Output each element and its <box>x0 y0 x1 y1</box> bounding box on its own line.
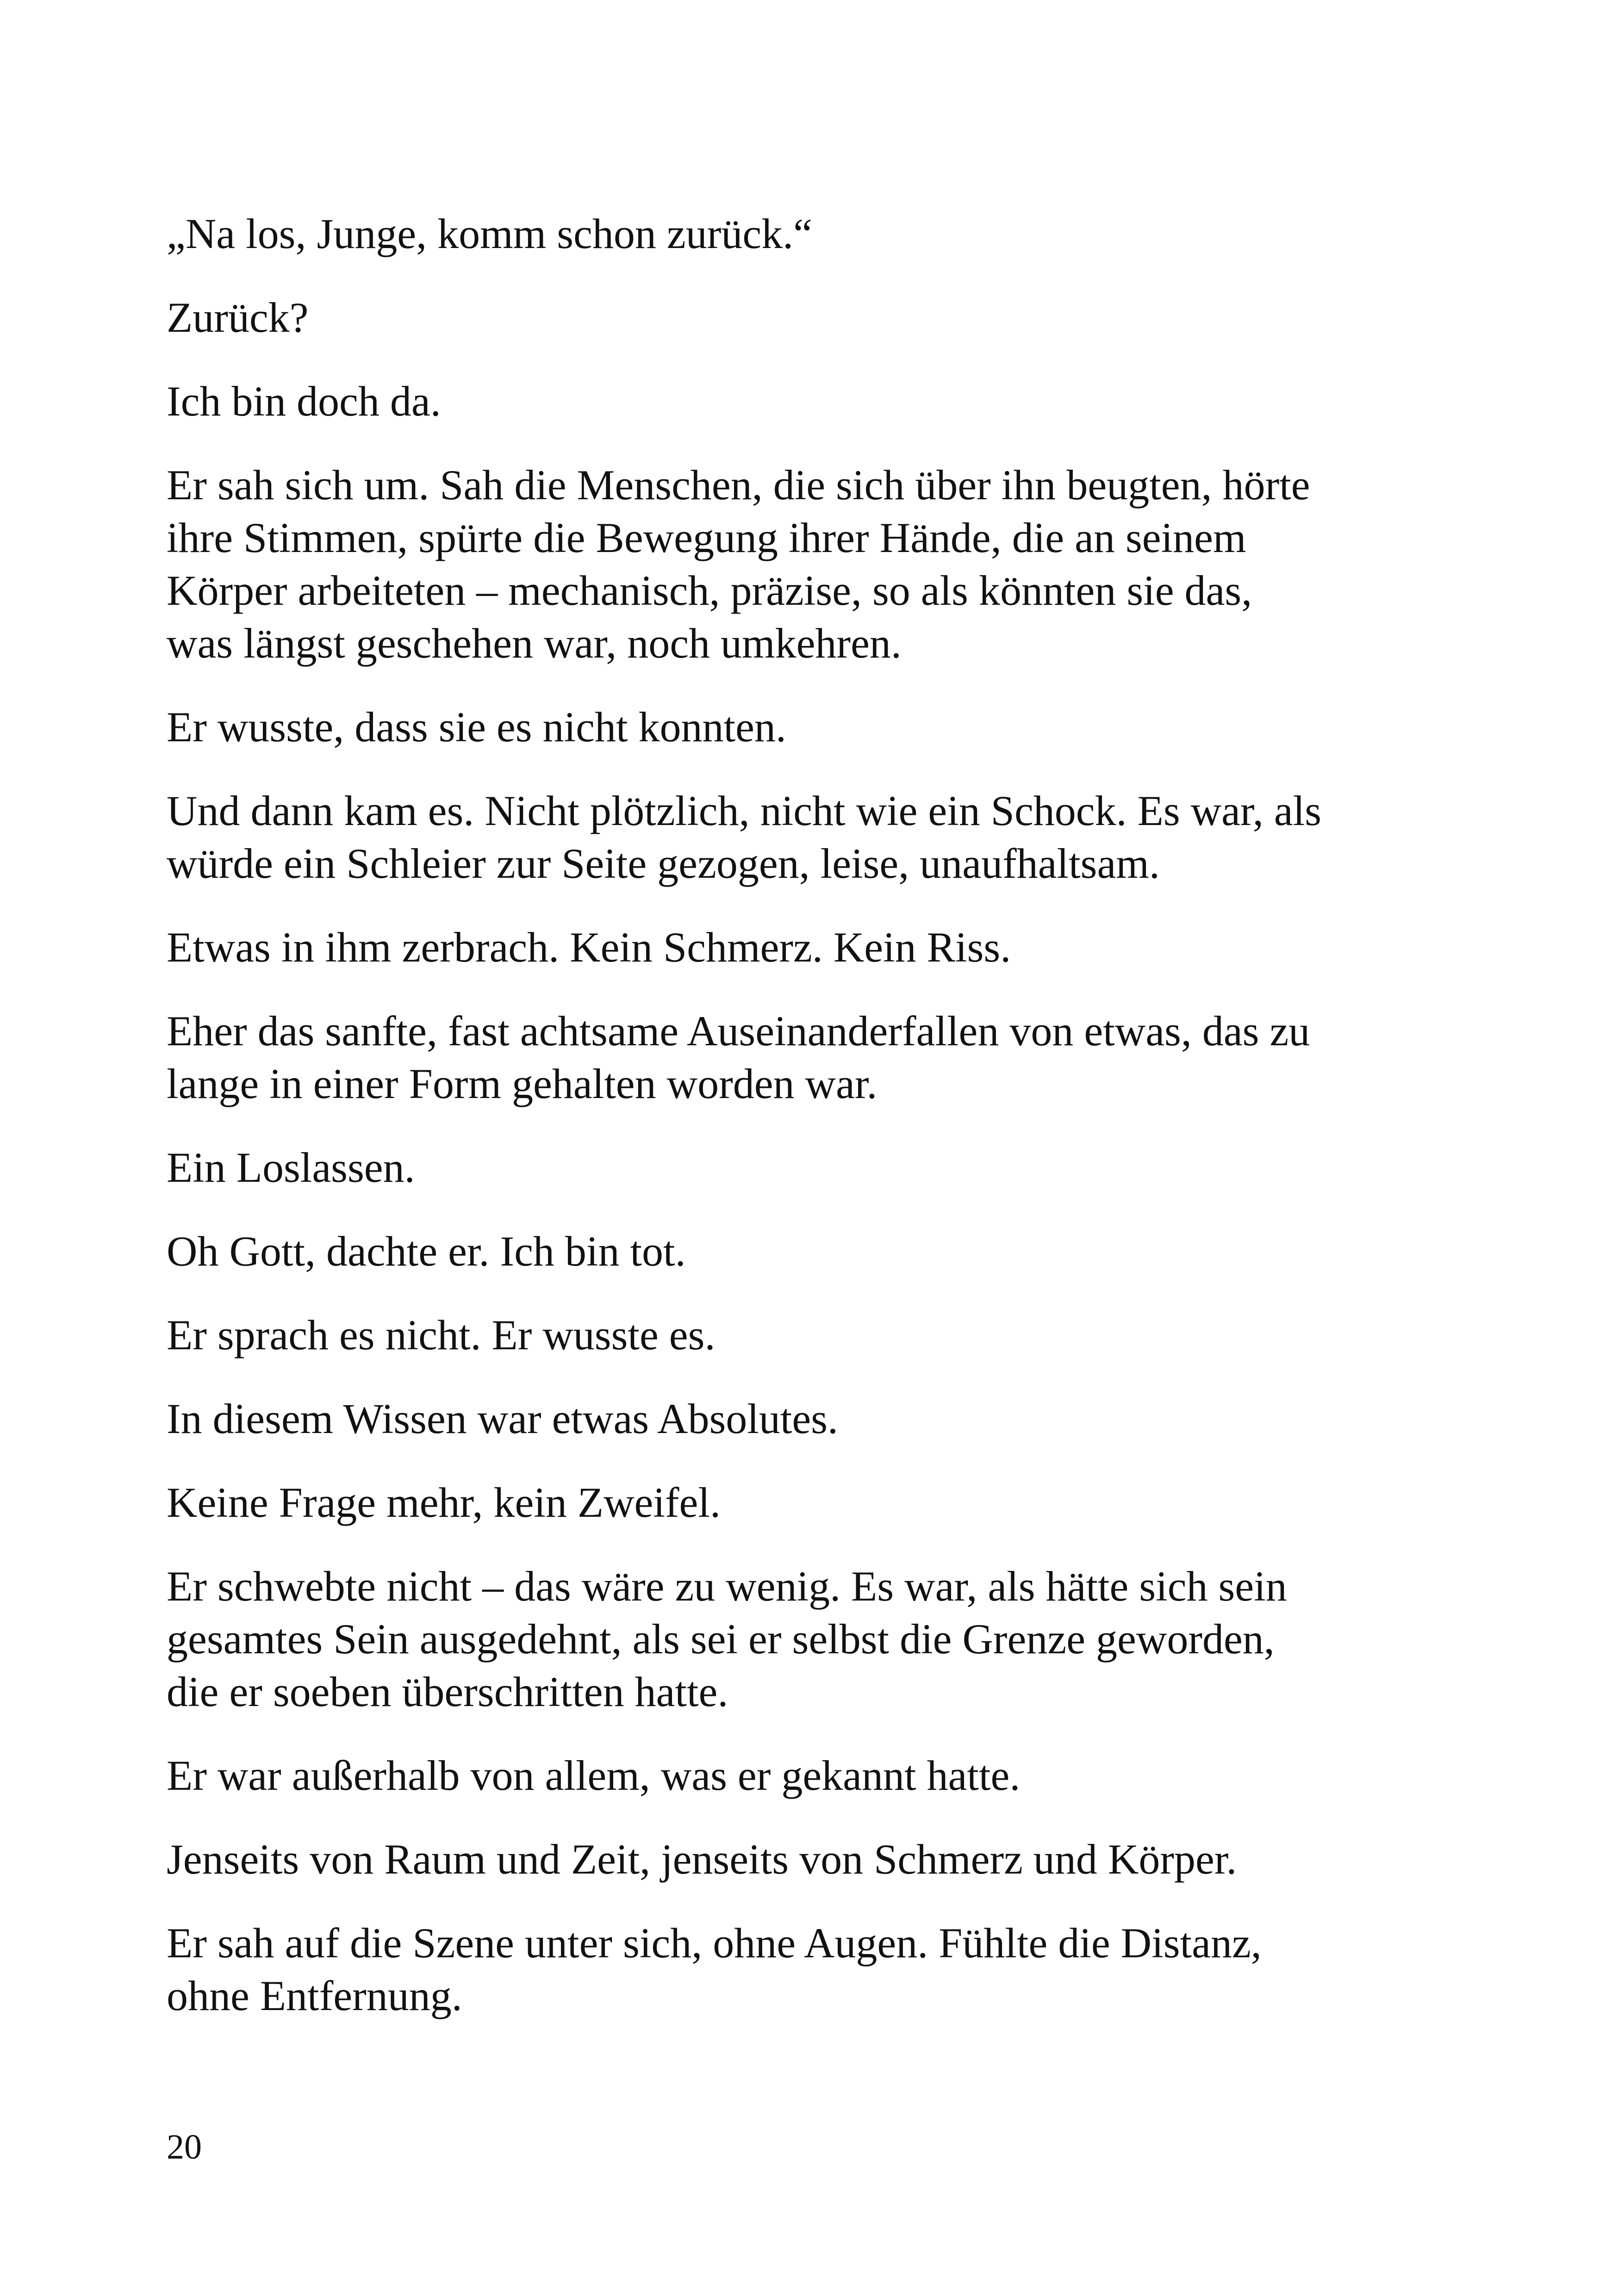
text-line: Er schwebte nicht – das wäre zu wenig. Es war, als hätte sich sein <box>167 1563 1287 1610</box>
text-line: Körper arbeiteten – mechanisch, präzise, so als könnten sie das, <box>167 567 1252 614</box>
text-line: gesamtes Sein ausgedehnt, als sei er selbst die Grenze geworden, <box>167 1615 1275 1663</box>
page-number: 20 <box>167 2128 202 2166</box>
paragraph <box>167 1392 1462 1445</box>
paragraph <box>167 1005 1462 1110</box>
paragraph <box>167 291 1462 344</box>
text-line: Er sah sich um. Sah die Menschen, die sich über ihn beugten, hörte <box>167 461 1310 509</box>
paragraph <box>167 1476 1462 1529</box>
paragraph <box>167 921 1462 974</box>
text-line: Eher das sanfte, fast achtsame Auseinanderfallen von etwas, das zu <box>167 1007 1310 1055</box>
text-line: Er war außerhalb von allem, was er gekannt hatte. <box>167 1752 1021 1799</box>
text-line: würde ein Schleier zur Seite gezogen, leise, unaufhaltsam. <box>167 840 1160 887</box>
paragraph <box>167 375 1462 428</box>
text-line: Zurück? <box>167 294 309 341</box>
text-line: In diesem Wissen war etwas Absolutes. <box>167 1395 839 1442</box>
text-line: Jenseits von Raum und Zeit, jenseits von Schmerz und Körper. <box>167 1836 1237 1883</box>
paragraph <box>167 701 1462 753</box>
text-line: Oh Gott, dachte er. Ich bin tot. <box>167 1228 686 1275</box>
text-line: Er wusste, dass sie es nicht konnten. <box>167 703 786 751</box>
text-line: lange in einer Form gehalten worden war. <box>167 1060 877 1107</box>
text-line: „Na los, Junge, komm schon zurück.“ <box>167 210 813 257</box>
text-line: Ein Loslassen. <box>167 1144 415 1191</box>
paragraph <box>167 1141 1462 1194</box>
paragraph <box>167 1560 1462 1718</box>
paragraph <box>167 1309 1462 1361</box>
text-line: Ich bin doch da. <box>167 378 441 425</box>
paragraph <box>167 1917 1462 2022</box>
text-line: die er soeben überschritten hatte. <box>167 1668 728 1715</box>
text-line: ohne Entfernung. <box>167 1972 462 2019</box>
text-line: Keine Frage mehr, kein Zweifel. <box>167 1479 721 1526</box>
text-line: Und dann kam es. Nicht plötzlich, nicht wie ein Schock. Es war, als <box>167 787 1322 834</box>
text-line: Er sah auf die Szene unter sich, ohne Augen. Fühlte die Distanz, <box>167 1919 1262 1967</box>
text-line: was längst geschehen war, noch umkehren. <box>167 620 902 667</box>
body-text <box>167 207 1462 2053</box>
text-line: ihre Stimmen, spürte die Bewegung ihrer Hände, die an seinem <box>167 514 1246 561</box>
text-line: Etwas in ihm zerbrach. Kein Schmerz. Kein Riss. <box>167 924 1011 971</box>
paragraph <box>167 459 1462 670</box>
text-line: Er sprach es nicht. Er wusste es. <box>167 1311 716 1359</box>
paragraph <box>167 1833 1462 1886</box>
paragraph <box>167 784 1462 890</box>
paragraph <box>167 1225 1462 1278</box>
paragraph <box>167 1749 1462 1802</box>
paragraph <box>167 207 1462 260</box>
